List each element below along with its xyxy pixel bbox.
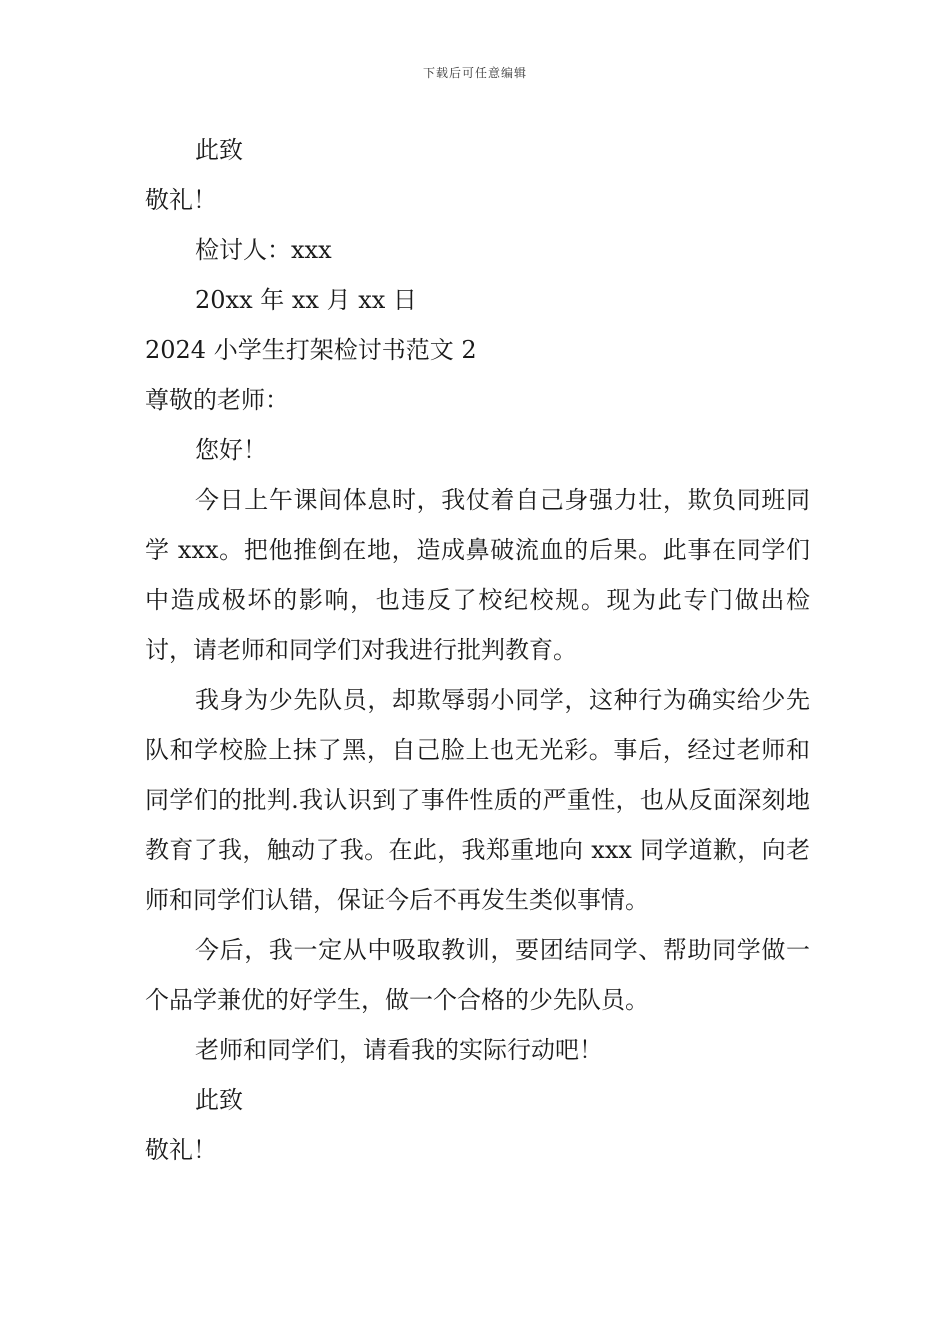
closing-salutation-2: 此致 bbox=[195, 1086, 243, 1114]
closing-respect-2: 敬礼！ bbox=[145, 1136, 217, 1164]
body-paragraph: 我身为少先队员，却欺辱弱小同学，这种行为确实给少先队和学校脸上抹了黑，自己脸上也无光彩。事后，经过老师和同学们的批判.我认识到了事件性质的严重性，也从反面深刻地教育了我，触动了我。在此，我郑重地向 xxx 同学道歉，向老师和同学们认错，保证今后不再发生类似事情。 bbox=[145, 686, 810, 914]
page-header-note: 下载后可任意编辑 bbox=[422, 66, 527, 80]
date-line: 20xx 年 xx 月 xx 日 bbox=[195, 286, 417, 314]
signer-line: 检讨人：xxx bbox=[195, 236, 332, 264]
essay-title: 2024 小学生打架检讨书范文 2 bbox=[145, 336, 477, 364]
addressee: 尊敬的老师： bbox=[145, 386, 289, 414]
body-paragraph: 今日上午课间体息时，我仗着自己身强力壮，欺负同班同学 xxx。把他推倒在地，造成鼻破流血的后果。此事在同学们中造成极坏的影响，也违反了校纪校规。现为此专门做出检讨，请老师和同学们对我进行批判教育。 bbox=[145, 486, 810, 664]
document-body bbox=[145, 125, 810, 1175]
closing-line: 老师和同学们，请看我的实际行动吧！ bbox=[195, 1036, 603, 1064]
closing-salutation: 此致 bbox=[195, 136, 243, 164]
greeting: 您好！ bbox=[195, 436, 267, 464]
body-paragraph: 今后，我一定从中吸取教训，要团结同学、帮助同学做一个品学兼优的好学生，做一个合格的少先队员。 bbox=[145, 936, 810, 1014]
closing-respect: 敬礼！ bbox=[145, 186, 217, 214]
